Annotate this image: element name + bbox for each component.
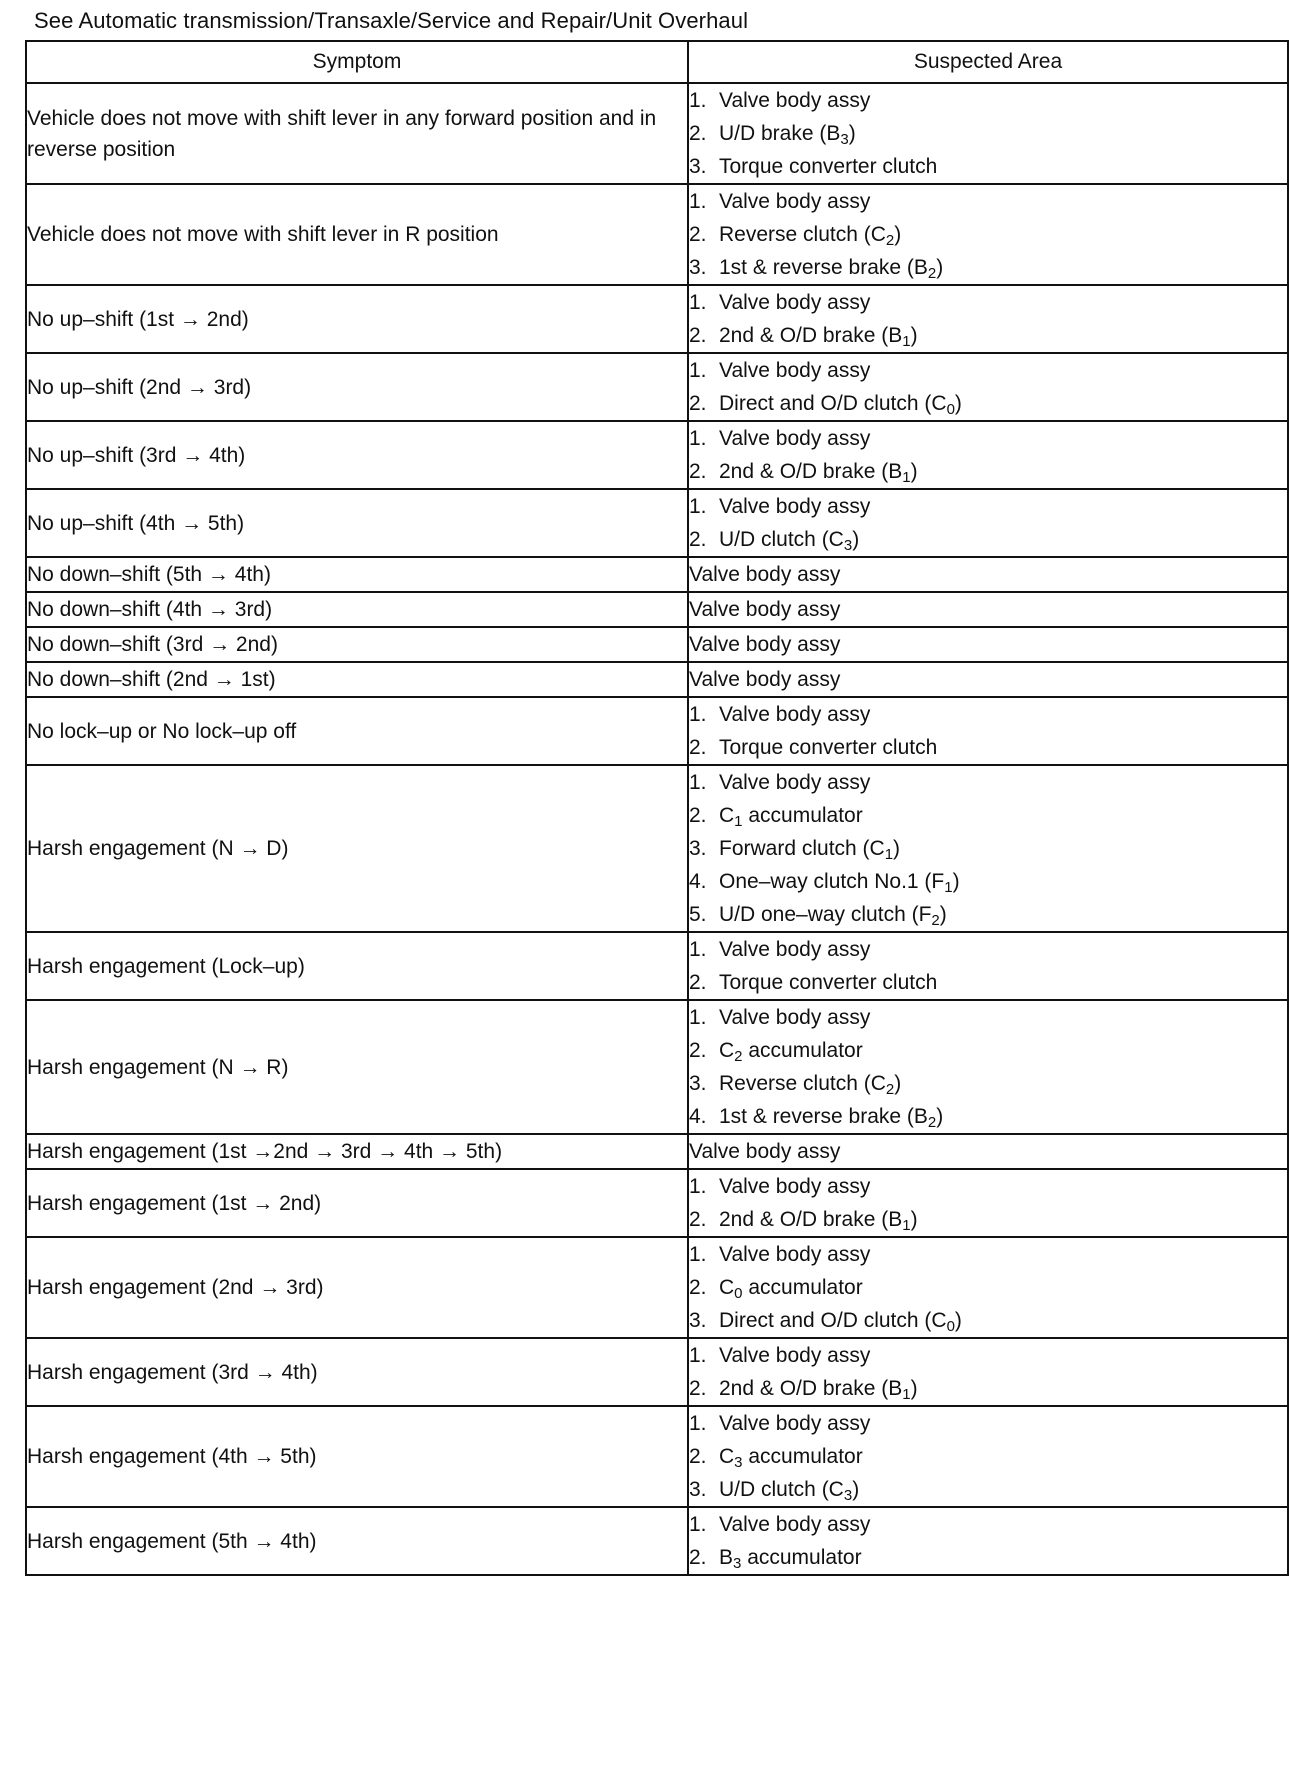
item-text: Valve body assy	[719, 427, 871, 450]
item-number: 2.	[689, 1546, 707, 1569]
symptom-cell: No down–shift (4th → 3rd)	[26, 592, 688, 627]
suspected-area-item	[689, 286, 1287, 319]
suspected-area-item	[689, 832, 1287, 865]
item-subscript: 2	[927, 1114, 937, 1131]
item-number: 4.	[689, 1105, 707, 1128]
item-text: U/D clutch (C	[719, 1478, 844, 1501]
item-text: accumulator	[742, 1276, 863, 1299]
suspected-area-text: Valve body assy	[689, 668, 841, 691]
suspected-area-item	[689, 731, 1287, 764]
item-number: 2.	[689, 736, 707, 759]
item-text: Valve body assy	[719, 359, 871, 382]
suspected-area-item	[689, 84, 1287, 117]
table-row	[26, 1134, 1288, 1169]
item-number: 1.	[689, 190, 707, 213]
item-text: C	[719, 1039, 735, 1062]
item-number: 1.	[689, 703, 707, 726]
item-number: 2.	[689, 122, 707, 145]
item-text: )	[894, 223, 902, 246]
item-text: Torque converter clutch	[719, 736, 938, 759]
suspected-area-item	[689, 1541, 1287, 1574]
item-subscript: 1	[902, 333, 911, 350]
suspected-area-item	[689, 933, 1287, 966]
item-text: Torque converter clutch	[719, 971, 938, 994]
item-number: 5.	[689, 903, 707, 926]
item-text: accumulator	[741, 1546, 862, 1569]
item-subscript: 0	[946, 401, 955, 418]
suspected-area-item	[689, 387, 1287, 420]
suspected-area-item	[689, 1440, 1287, 1473]
item-subscript: 2	[734, 1048, 743, 1065]
item-text: Valve body assy	[719, 1243, 871, 1266]
item-text: One–way clutch No.1 (F	[719, 870, 945, 893]
suspected-area-cell	[688, 421, 1288, 489]
item-number: 1.	[689, 1412, 707, 1435]
item-text: Torque converter clutch	[719, 155, 938, 178]
suspected-area-item	[689, 766, 1287, 799]
suspected-area-item	[689, 1473, 1287, 1506]
item-text: )	[910, 1377, 918, 1400]
item-text: )	[939, 903, 947, 926]
symptom-cell: Harsh engagement (2nd → 3rd)	[26, 1237, 688, 1338]
symptom-cell: Harsh engagement (5th → 4th)	[26, 1507, 688, 1575]
table-row	[26, 627, 1288, 662]
item-text: Valve body assy	[719, 495, 871, 518]
item-text: accumulator	[742, 1445, 863, 1468]
item-number: 1.	[689, 1513, 707, 1536]
item-text: Valve body assy	[719, 1412, 871, 1435]
suspected-area-item	[689, 1238, 1287, 1271]
item-text: C	[719, 804, 735, 827]
item-subscript: 3	[840, 131, 849, 148]
table-row	[26, 932, 1288, 1000]
suspected-area-cell	[688, 1406, 1288, 1507]
item-text: 2nd & O/D brake (B	[719, 324, 903, 347]
table-row	[26, 489, 1288, 557]
item-number: 3.	[689, 155, 707, 178]
table-row	[26, 1507, 1288, 1575]
symptom-cell: Harsh engagement (1st → 2nd)	[26, 1169, 688, 1237]
symptom-cell: Harsh engagement (1st →2nd → 3rd → 4th → 5th)	[26, 1134, 688, 1169]
item-text: 1st & reverse brake (B	[719, 1105, 928, 1128]
symptom-table	[25, 40, 1289, 1576]
suspected-area-item	[689, 1339, 1287, 1372]
item-number: 2.	[689, 1039, 707, 1062]
item-subscript: 1	[884, 846, 894, 863]
table-row	[26, 1169, 1288, 1237]
suspected-area-cell	[688, 1507, 1288, 1575]
item-text: )	[852, 1478, 860, 1501]
item-text: Reverse clutch (C	[719, 1072, 886, 1095]
item-text: Reverse clutch (C	[719, 223, 886, 246]
item-text: Valve body assy	[719, 190, 871, 213]
item-number: 2.	[689, 324, 707, 347]
item-text: Valve body assy	[719, 938, 871, 961]
table-row	[26, 1237, 1288, 1338]
item-number: 2.	[689, 460, 707, 483]
suspected-area-cell	[688, 662, 1288, 697]
item-subscript: 3	[734, 1454, 743, 1471]
item-number: 1.	[689, 1006, 707, 1029]
item-subscript: 3	[843, 537, 853, 554]
item-subscript: 0	[734, 1285, 743, 1302]
suspected-area-item	[689, 799, 1287, 832]
table-row	[26, 697, 1288, 765]
item-text: U/D one–way clutch (F	[719, 903, 932, 926]
item-text: U/D clutch (C	[719, 528, 844, 551]
item-text: Direct and O/D clutch (C	[719, 1309, 947, 1332]
item-number: 3.	[689, 837, 707, 860]
suspected-area-cell	[688, 557, 1288, 592]
item-text: 2nd & O/D brake (B	[719, 460, 903, 483]
suspected-area-cell	[688, 697, 1288, 765]
item-number: 3.	[689, 1072, 707, 1095]
suspected-area-item	[689, 1034, 1287, 1067]
item-subscript: 1	[902, 1217, 911, 1234]
item-subscript: 1	[944, 879, 953, 896]
symptom-cell: No down–shift (5th → 4th)	[26, 557, 688, 592]
item-text: Valve body assy	[719, 771, 871, 794]
item-text: Valve body assy	[719, 703, 871, 726]
suspected-area-item	[689, 966, 1287, 999]
item-text: )	[910, 324, 918, 347]
suspected-area-cell	[688, 1237, 1288, 1338]
item-text: )	[852, 528, 860, 551]
suspected-area-item	[689, 1407, 1287, 1440]
suspected-area-item	[689, 354, 1287, 387]
item-number: 1.	[689, 359, 707, 382]
table-row	[26, 1338, 1288, 1406]
symptom-cell: No down–shift (2nd → 1st)	[26, 662, 688, 697]
item-text: Valve body assy	[719, 1006, 871, 1029]
suspected-area-text: Valve body assy	[689, 633, 841, 656]
item-text: accumulator	[742, 1039, 863, 1062]
symptom-cell: Harsh engagement (N → D)	[26, 765, 688, 932]
symptom-cell: No up–shift (3rd → 4th)	[26, 421, 688, 489]
item-text: C	[719, 1276, 735, 1299]
suspected-area-item	[689, 422, 1287, 455]
suspected-area-item	[689, 1170, 1287, 1203]
item-text: )	[893, 837, 901, 860]
suspected-area-cell	[688, 285, 1288, 353]
table-row	[26, 421, 1288, 489]
table-row	[26, 83, 1288, 184]
item-text: )	[954, 1309, 962, 1332]
item-text: )	[936, 1105, 944, 1128]
item-number: 1.	[689, 771, 707, 794]
header-note: See Automatic transmission/Transaxle/Service and Repair/Unit Overhaul	[34, 8, 749, 33]
suspected-area-item	[689, 1001, 1287, 1034]
suspected-area-cell	[688, 765, 1288, 932]
suspected-area-item	[689, 1304, 1287, 1337]
item-number: 2.	[689, 223, 707, 246]
item-number: 2.	[689, 1445, 707, 1468]
symptom-cell: Vehicle does not move with shift lever in R position	[26, 184, 688, 285]
suspected-area-item	[689, 455, 1287, 488]
symptom-cell: Vehicle does not move with shift lever in any forward position and in reverse position	[26, 83, 688, 184]
suspected-area-cell	[688, 932, 1288, 1000]
item-text: )	[894, 1072, 902, 1095]
item-text: Direct and O/D clutch (C	[719, 392, 947, 415]
item-number: 3.	[689, 1309, 707, 1332]
suspected-area-item	[689, 1271, 1287, 1304]
suspected-area-item	[689, 117, 1287, 150]
item-number: 2.	[689, 804, 707, 827]
table-row	[26, 285, 1288, 353]
suspected-area-item	[689, 1508, 1287, 1541]
item-text: )	[954, 392, 962, 415]
item-number: 3.	[689, 256, 707, 279]
item-text: )	[910, 1208, 918, 1231]
item-number: 3.	[689, 1478, 707, 1501]
item-text: B	[719, 1546, 734, 1569]
item-number: 2.	[689, 971, 707, 994]
suspected-area-cell	[688, 489, 1288, 557]
item-subscript: 1	[734, 813, 743, 830]
item-text: Valve body assy	[719, 1175, 871, 1198]
item-number: 1.	[689, 1243, 707, 1266]
item-number: 2.	[689, 1208, 707, 1231]
suspected-area-text: Valve body assy	[689, 598, 841, 621]
suspected-area-item	[689, 1372, 1287, 1405]
item-text: )	[936, 256, 944, 279]
symptom-cell: Harsh engagement (4th → 5th)	[26, 1406, 688, 1507]
item-text: 2nd & O/D brake (B	[719, 1208, 903, 1231]
table-row	[26, 1000, 1288, 1134]
item-number: 1.	[689, 89, 707, 112]
table-row	[26, 184, 1288, 285]
item-subscript: 3	[733, 1555, 742, 1572]
table-row	[26, 557, 1288, 592]
item-text: Valve body assy	[719, 291, 871, 314]
item-subscript: 3	[843, 1487, 853, 1504]
item-number: 2.	[689, 1276, 707, 1299]
item-number: 2.	[689, 528, 707, 551]
suspected-area-item	[689, 898, 1287, 931]
symptom-cell: No up–shift (1st → 2nd)	[26, 285, 688, 353]
item-subscript: 0	[946, 1318, 955, 1335]
item-text: C	[719, 1445, 735, 1468]
suspected-area-text: Valve body assy	[689, 563, 841, 586]
column-header-suspected-area: Suspected Area	[688, 41, 1288, 83]
item-text: U/D brake (B	[719, 122, 841, 145]
item-text: Valve body assy	[719, 1513, 871, 1536]
table-row	[26, 1406, 1288, 1507]
suspected-area-cell	[688, 83, 1288, 184]
suspected-area-cell	[688, 1134, 1288, 1169]
table-row	[26, 353, 1288, 421]
item-subscript: 1	[902, 469, 911, 486]
suspected-area-item	[689, 319, 1287, 352]
item-text: accumulator	[742, 804, 863, 827]
table-row	[26, 592, 1288, 627]
symptom-cell: Harsh engagement (Lock–up)	[26, 932, 688, 1000]
item-number: 1.	[689, 938, 707, 961]
item-number: 1.	[689, 291, 707, 314]
suspected-area-item	[689, 1100, 1287, 1133]
suspected-area-item	[689, 150, 1287, 183]
suspected-area-cell	[688, 592, 1288, 627]
item-text: )	[952, 870, 960, 893]
item-text: Valve body assy	[719, 1344, 871, 1367]
suspected-area-item	[689, 523, 1287, 556]
suspected-area-item	[689, 865, 1287, 898]
item-number: 1.	[689, 1344, 707, 1367]
suspected-area-text: Valve body assy	[689, 1140, 841, 1163]
item-subscript: 2	[927, 265, 937, 282]
item-text: Forward clutch (C	[719, 837, 885, 860]
symptom-cell: No up–shift (2nd → 3rd)	[26, 353, 688, 421]
item-subscript: 1	[902, 1386, 911, 1403]
item-text: Valve body assy	[719, 89, 871, 112]
suspected-area-cell	[688, 353, 1288, 421]
symptom-cell: No down–shift (3rd → 2nd)	[26, 627, 688, 662]
item-number: 1.	[689, 1175, 707, 1198]
item-subscript: 2	[931, 912, 940, 929]
suspected-area-cell	[688, 627, 1288, 662]
column-header-symptom: Symptom	[26, 41, 688, 83]
symptom-cell: No up–shift (4th → 5th)	[26, 489, 688, 557]
item-text: 1st & reverse brake (B	[719, 256, 928, 279]
suspected-area-cell	[688, 1169, 1288, 1237]
symptom-cell: No lock–up or No lock–up off	[26, 697, 688, 765]
item-text: )	[848, 122, 856, 145]
suspected-area-cell	[688, 184, 1288, 285]
item-number: 2.	[689, 1377, 707, 1400]
suspected-area-item	[689, 251, 1287, 284]
suspected-area-cell	[688, 1000, 1288, 1134]
suspected-area-item	[689, 490, 1287, 523]
symptom-cell: Harsh engagement (N → R)	[26, 1000, 688, 1134]
item-text: )	[910, 460, 918, 483]
item-number: 4.	[689, 870, 707, 893]
item-subscript: 2	[885, 1081, 895, 1098]
table-body	[26, 83, 1288, 1575]
table-row	[26, 765, 1288, 932]
table-header-row	[26, 41, 1288, 83]
item-text: 2nd & O/D brake (B	[719, 1377, 903, 1400]
item-number: 1.	[689, 427, 707, 450]
suspected-area-item	[689, 1203, 1287, 1236]
table-row	[26, 662, 1288, 697]
suspected-area-item	[689, 218, 1287, 251]
suspected-area-item	[689, 185, 1287, 218]
item-subscript: 2	[885, 232, 895, 249]
symptom-cell: Harsh engagement (3rd → 4th)	[26, 1338, 688, 1406]
suspected-area-item	[689, 1067, 1287, 1100]
suspected-area-item	[689, 698, 1287, 731]
item-number: 2.	[689, 392, 707, 415]
suspected-area-cell	[688, 1338, 1288, 1406]
item-number: 1.	[689, 495, 707, 518]
